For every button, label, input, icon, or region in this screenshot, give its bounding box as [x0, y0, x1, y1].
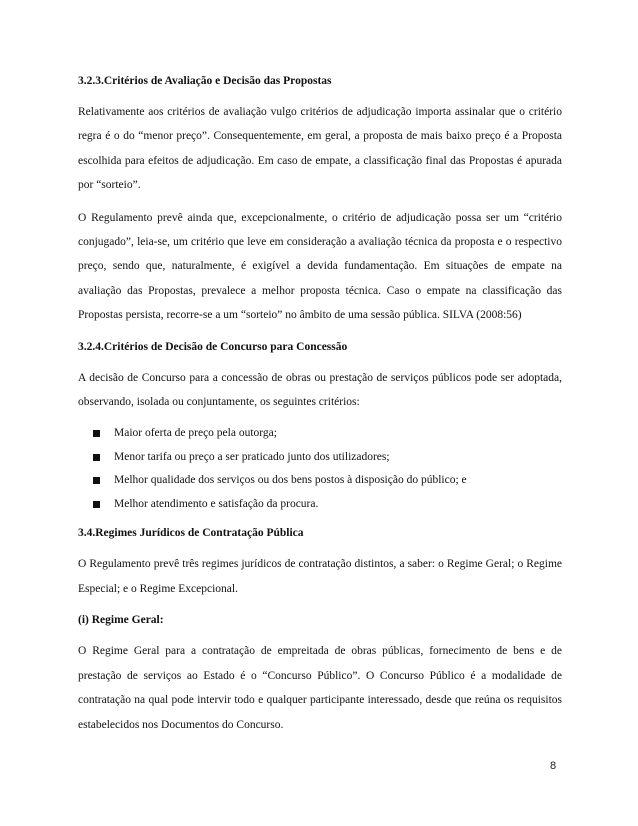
- list-item: [78, 469, 562, 493]
- page-number: 8: [550, 760, 557, 772]
- section-heading-3-2-4: 3.2.4.Critérios de Decisão de Concurso para Concessão: [78, 340, 348, 353]
- square-bullet-icon: [93, 454, 100, 461]
- paragraph-award-criteria: Relativamente aos critérios de avaliação vulgo critérios de adjudicação importa assinalar que o critério regra é o do “menor preço”. Consequentemente, em geral, a proposta de mais baixo preço é a Proposta escolhida para efeitos de adjudicação. Em caso de empate, a classificação final das Propostas é apurada por “sorteio”.: [78, 106, 562, 192]
- square-bullet-icon: [93, 477, 100, 484]
- concession-criteria-list: [78, 422, 562, 516]
- subheading-regime-geral: (i) Regime Geral:: [78, 614, 164, 627]
- section-heading-3-2-3: 3.2.3.Critérios de Avaliação e Decisão das Propostas: [78, 75, 332, 87]
- list-item: [78, 422, 562, 446]
- square-bullet-icon: [93, 430, 100, 437]
- paragraph-concession-intro: A decisão de Concurso para a concessão de obras ou prestação de serviços públicos pode ser adoptada, observando, isolada ou conjuntamente, os seguintes critérios:: [78, 371, 562, 409]
- square-bullet-icon: [93, 501, 100, 508]
- list-item-text: Melhor qualidade dos serviços ou dos bens postos à disposição do público; e: [114, 474, 467, 487]
- list-item-text: Melhor atendimento e satisfação da procura.: [114, 497, 319, 510]
- paragraph-combined-criterion: O Regulamento prevê ainda que, excepcionalmente, o critério de adjudicação possa ser um “critério conjugado”, leia-se, um critério que leve em consideração a avaliação técnica da proposta e o respectivo preço, sendo que, naturalmente, é exigível a devida fundamentação. Em situações de empate na avaliação das Propostas, prevalece a melhor proposta técnica. Caso o empate na classificação das Propostas persista, recorre-se a um “sorteio” no âmbito de uma sessão pública. SILVA (2008:56): [78, 211, 562, 322]
- paragraph-legal-regimes: O Regulamento prevê três regimes jurídicos de contratação distintos, a saber: o Regime Geral; o Regime Especial; e o Regime Excepcional.: [78, 558, 562, 595]
- list-item: [78, 493, 562, 517]
- section-heading-3-4: 3.4.Regimes Jurídicos de Contratação Pública: [78, 527, 304, 540]
- list-item-text: Maior oferta de preço pela outorga;: [114, 427, 277, 440]
- document-page: [78, 70, 562, 745]
- paragraph-regime-geral: O Regime Geral para a contratação de empreitada de obras públicas, fornecimento de bens e de prestação de serviços ao Estado é o “Concurso Público”. O Concurso Público é a modalidade de contratação na qual pode intervir todo e qualquer participante interessado, desde que reúna os requisitos estabelecidos nos Documentos do Concurso.: [78, 645, 562, 731]
- list-item: [78, 446, 562, 470]
- list-item-text: Menor tarifa ou preço a ser praticado junto dos utilizadores;: [114, 450, 390, 463]
